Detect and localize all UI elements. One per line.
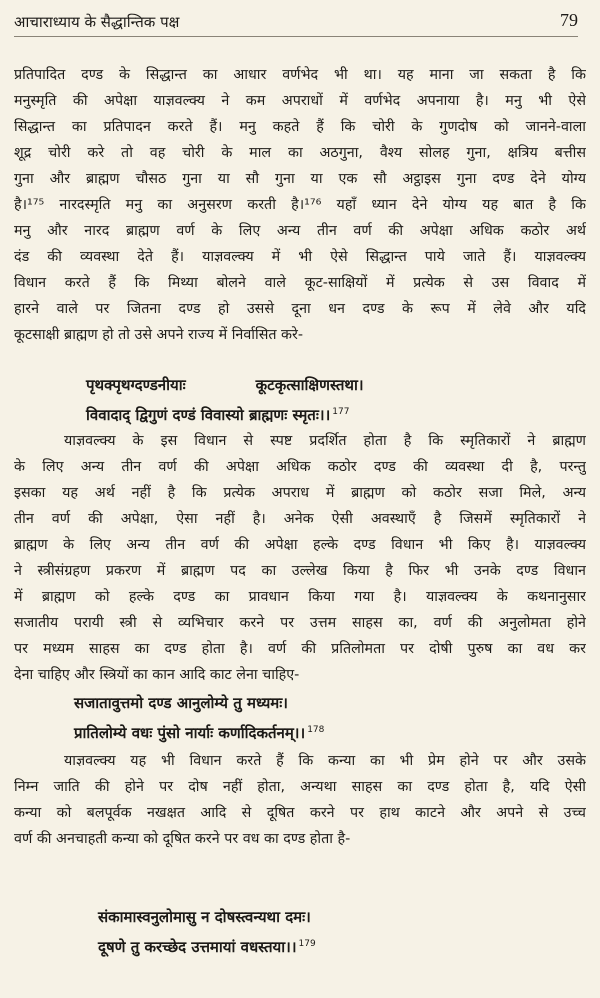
verse-3 [98, 904, 316, 961]
text-line: हारने वाले पर जितना दण्ड हो उससे दूना धन दण्ड के रूप में लेवे और यदि [14, 301, 586, 317]
text-line: याज्ञवल्क्य यह भी विधान करते हैं कि कन्या का भी प्रेम होने पर और उसके [64, 753, 586, 769]
paragraph-2 [14, 428, 586, 688]
verse-text: दूषणे तु करच्छेद उत्तमायां वधस्तया।। [98, 938, 297, 956]
text-line: गुना और ब्राह्मण चौसठ गुना या सौ गुना या एक सौ अट्ठाइस गुना दण्ड देने योग्य [14, 171, 586, 187]
text-line: सजातीय परायी स्त्री से व्यभिचार करने पर उत्तम साहस का, वर्ण की अनुलोमता होने [14, 615, 586, 631]
text-line: है।¹⁷⁵ नारदस्मृति मनु का अनुसरण करती है।¹⁷⁶ यहाँ ध्यान देने योग्य यह बात है कि [14, 197, 586, 213]
verse-line [74, 717, 324, 747]
text-line: में ब्राह्मण को हल्के दण्ड का प्रावधान किया गया है। याज्ञवल्क्य के कथनानुसार [14, 589, 586, 605]
verse-line: संकामास्वनुलोमासु न दोषस्त्वन्यथा दमः। [98, 908, 311, 926]
text-line: ब्राह्मण के लिए अन्य तीन वर्ण की अपेक्षा हल्के दण्ड विधान भी किए है। याज्ञवल्क्य [14, 537, 586, 553]
verse-1 [86, 372, 364, 429]
text-line: वर्ण की अनचाहती कन्या को दूषित करने पर वध का दण्ड होता है- [14, 831, 351, 847]
verse-half: पृथक्पृथग्दण्डनीयाः [86, 376, 186, 394]
text-line: सिद्धान्त का प्रतिपादन करते हैं। मनु कहते हैं कि चोरी के गुणदोष को जानने-वाला [14, 119, 586, 135]
text-line: मनु और नारद ब्राह्मण वर्ण के लिए अन्य तीन वर्ण की अपेक्षा अधिक कठोर अर्थ [14, 223, 586, 239]
footnote-marker: 177 [332, 407, 350, 417]
verse-half: कूटकृत्साक्षिणस्तथा। [255, 376, 364, 394]
text-line: कन्या को बलपूर्वक नखक्षत आदि से दूषित करने पर हाथ काटने और अपने से उच्च [14, 805, 586, 821]
paragraph-1 [14, 62, 586, 348]
text-line: निम्न जाति की होने पर दोष नहीं होता, अन्यथा साहस का दण्ड होता है, यदि ऐसी [14, 779, 586, 795]
footnote-marker: 179 [298, 939, 316, 949]
verse-line [86, 399, 364, 429]
text-line: देना चाहिए और स्त्रियों का कान आदि काट लेना चाहिए- [14, 667, 300, 683]
page-number: 79 [560, 10, 578, 30]
footnote-marker: 178 [307, 725, 325, 735]
verse-line [98, 931, 316, 961]
text-line: मनुस्मृति की अपेक्षा याज्ञवल्क्य ने कम अपराधों में वर्णभेद अपनाया है। मनु भी ऐसे [14, 93, 586, 109]
text-line: याज्ञवल्क्य के इस विधान से स्पष्ट प्रदर्शित होता है कि स्मृतिकारों ने ब्राह्मण [64, 433, 586, 449]
text-line: पर मध्यम साहस का दण्ड होता है। वर्ण की प्रतिलोमता पर दोषी पुरुष का वध कर [14, 641, 586, 657]
verse-line: सजातावुत्तमो दण्ड आनुलोम्ये तु मध्यमः। [74, 694, 288, 712]
text-line: के लिए अन्य तीन वर्ण की अपेक्षा अधिक कठोर दण्ड की व्यवस्था दी है, परन्तु [14, 459, 586, 475]
text-line: ने स्त्रीसंग्रहण प्रकरण में ब्राह्मण पद का उल्लेख किया है फिर भी उनके दण्ड विधान [14, 563, 586, 579]
paragraph-3 [14, 748, 586, 852]
text-line: प्रतिपादित दण्ड के सिद्धान्त का आधार वर्णभेद भी था। यह माना जा सकता है कि [14, 67, 586, 83]
text-line: इसका यह अर्थ नहीं है कि प्रत्येक अपराध में ब्राह्मण को कठोर सजा मिले, अन्य [14, 485, 586, 501]
running-head: आचाराध्याय के सैद्धान्तिक पक्ष [14, 13, 180, 31]
text-line: कूटसाक्षी ब्राह्मण हो तो उसे अपने राज्य में निर्वासित करे- [14, 327, 304, 343]
text-line: शूद्र चोरी करे तो वह चोरी के माल का अठगुना, वैश्य सोलह गुना, क्षत्रिय बत्तीस [14, 145, 586, 161]
page-header [14, 10, 578, 37]
verse-text: विवादाद् द्विगुणं दण्डं विवास्यो ब्राह्मणः स्मृतः।। [86, 406, 331, 424]
verse-2 [74, 690, 324, 747]
text-line: दंड की व्यवस्था देते हैं। याज्ञवल्क्य में भी ऐसे सिद्धान्त पाये जाते हैं। याज्ञवल्क्य [14, 249, 586, 265]
verse-line [86, 372, 364, 399]
text-line: तीन वर्ण की अपेक्षा, ऐसा नहीं है। अनेक ऐसी अवस्थाएँ है जिसमें स्मृतिकारों ने [14, 511, 586, 527]
verse-text: प्रातिलोम्ये वधः पुंसो नार्याः कर्णादिकर्तनम्।। [74, 724, 306, 742]
text-line: विधान करते हैं कि मिथ्या बोलने वाले कूट-साक्षियों में प्रत्येक से उस विवाद में [14, 275, 586, 291]
